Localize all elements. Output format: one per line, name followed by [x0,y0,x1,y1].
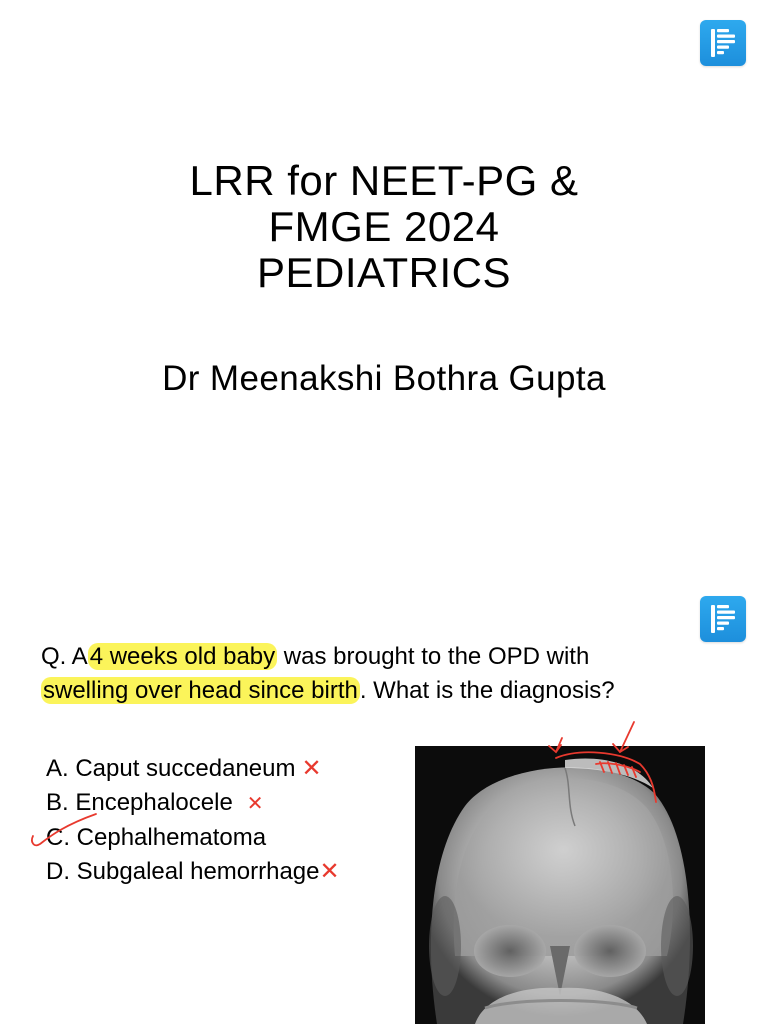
brand-logo-icon [700,20,746,66]
title-line: LRR for NEET-PG & [189,157,579,204]
question-middle: was brought to the OPD with [277,643,590,670]
question-suffix: . What is the diagnosis? [359,677,615,704]
option-label: D. Subgaleal hemorrhage [46,858,320,885]
question-line [41,674,741,708]
highlight-age: 4 weeks old baby [89,643,276,670]
wrong-mark-icon: ✕ [301,755,322,782]
slide-title [84,158,684,296]
option-label: A. Caput succedaneum [46,755,296,782]
option-b[interactable] [46,786,340,821]
question-slide [0,576,768,1024]
question-prefix: Q. A [41,643,88,670]
skull-xray-image [415,746,705,1024]
answer-options [46,752,340,889]
title-line: FMGE 2024 [268,203,500,250]
highlight-symptom: swelling over head since birth [43,677,358,704]
brand-logo-icon [700,596,746,642]
wrong-mark-icon: ✕ [319,858,340,885]
wrong-mark-icon: ✕ [246,793,264,815]
question-line [41,640,741,674]
option-label: C. Cephalhematoma [46,824,267,851]
question-text [41,640,741,708]
option-label: B. Encephalocele [46,789,233,816]
title-line: PEDIATRICS [257,249,511,296]
option-c[interactable] [46,821,340,855]
option-d[interactable] [46,855,340,889]
option-a[interactable] [46,752,340,786]
author-name: Dr Meenakshi Bothra Gupta [162,359,606,398]
